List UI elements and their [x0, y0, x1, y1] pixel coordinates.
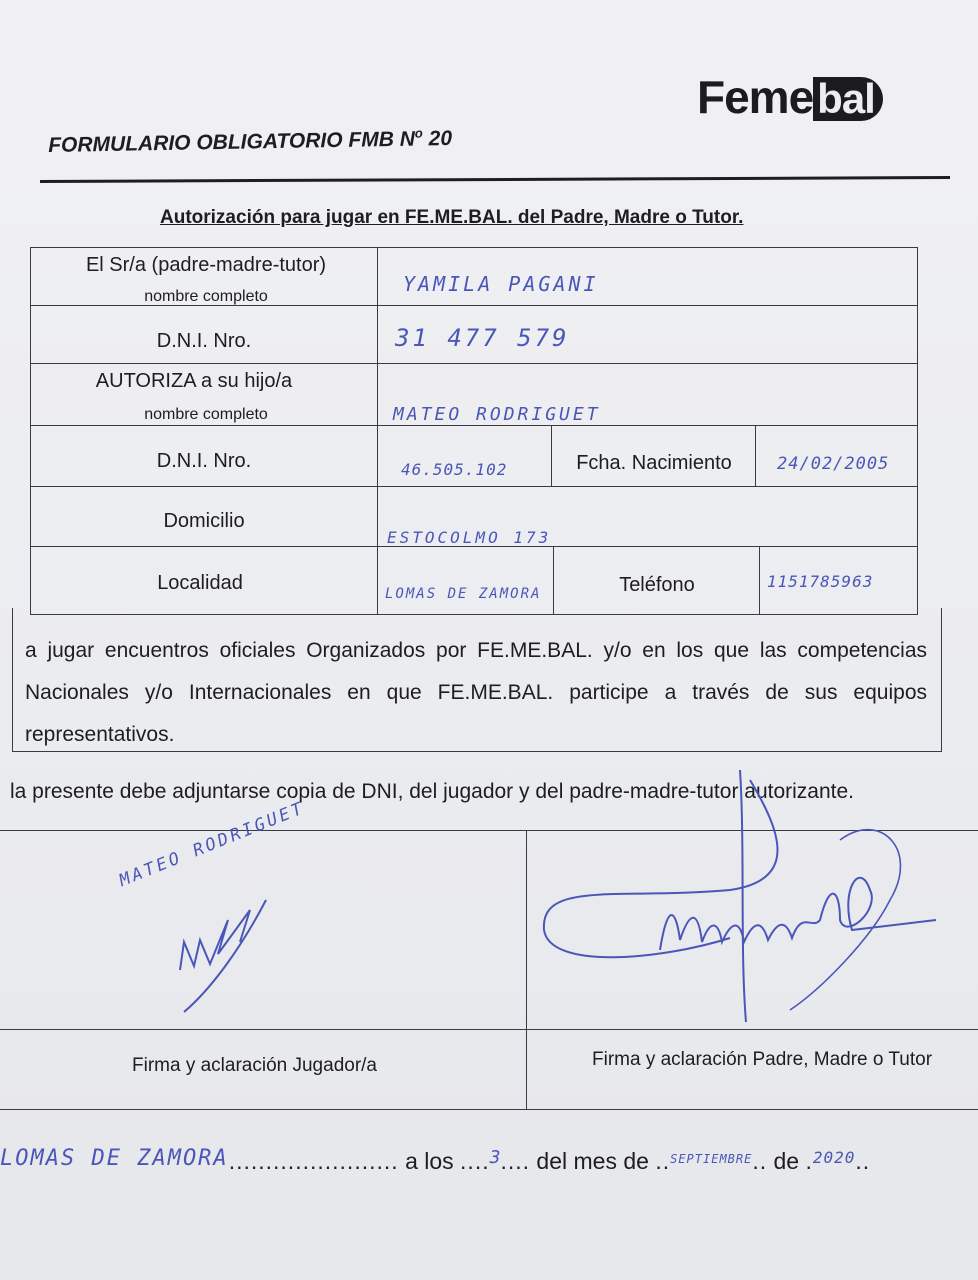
form-title-text: FORMULARIO OBLIGATORIO FMB N	[48, 127, 416, 157]
city-label: Localidad	[157, 572, 243, 594]
parent-sublabel: nombre completo	[144, 288, 268, 305]
grid-line	[759, 546, 760, 614]
data-grid	[30, 247, 918, 615]
player-signature-label: Firma y aclaración Jugador/a	[132, 1055, 377, 1076]
footer-line	[0, 1148, 870, 1175]
parent-label: El Sr/a (padre-madre-tutor)	[85, 254, 327, 276]
footer-de: de	[773, 1148, 800, 1174]
form-title-sup: o	[414, 125, 423, 141]
form-number: 20	[428, 126, 453, 151]
city-value: LOMAS DE ZAMORA	[385, 586, 542, 602]
child-dni-value: 46.505.102	[401, 460, 508, 479]
footer-year: 2020	[812, 1148, 856, 1167]
femebal-logo: Femebal	[697, 70, 883, 130]
birth-value: 24/02/2005	[777, 454, 890, 474]
footer-dots: ....	[460, 1148, 490, 1174]
grid-line	[553, 546, 554, 614]
parent-signature-label: Firma y aclaración Padre, Madre o Tutor	[592, 1049, 933, 1070]
birth-label: Fcha. Nacimiento	[576, 452, 732, 474]
parent-signature-icon	[540, 770, 960, 1030]
footer-day: 3	[489, 1147, 501, 1168]
attachment-note: la presente debe adjuntarse copia de DNI, del jugador y del padre-madre-tutor autorizante.	[10, 780, 855, 803]
footer-dots: ....	[500, 1148, 531, 1174]
footer-place: LOMAS DE ZAMORA	[0, 1146, 229, 1171]
player-aclaracion: MATEO RODRIGUET	[116, 798, 309, 891]
address-value: ESTOCOLMO 173	[387, 528, 552, 547]
grid-line	[551, 425, 552, 486]
footer-month: SEPTIEMBRE	[670, 1152, 753, 1166]
authorizes-label: AUTORIZA a su hijo/a	[95, 370, 293, 392]
footer-del-mes-de: del mes de	[536, 1148, 649, 1174]
player-signature-icon	[170, 880, 310, 1020]
child-name-value: MATEO RODRIGUET	[393, 404, 601, 425]
phone-value: 1151785963	[767, 572, 874, 591]
child-sublabel: nombre completo	[144, 406, 268, 423]
footer-dots: ..	[855, 1148, 871, 1174]
parent-dni-label: D.N.I. Nro.	[156, 330, 252, 352]
title-rule	[40, 176, 950, 183]
grid-line	[755, 425, 756, 486]
grid-line	[31, 486, 917, 487]
footer-dots: ..	[655, 1148, 671, 1174]
address-label: Domicilio	[163, 510, 245, 532]
grid-line	[31, 425, 917, 426]
authorization-paragraph: a jugar encuentros oficiales Organizados por FE.ME.BAL. y/o en los que las competencias Nacionales y/o Internacionales en que FE.ME.BAL. participe a través de sus equipos representativos.	[12, 608, 942, 752]
grid-line	[31, 363, 917, 364]
child-dni-label: D.N.I. Nro.	[156, 450, 252, 472]
footer-dots: .	[805, 1148, 813, 1174]
parent-name-value: YAMILA PAGANI	[403, 272, 599, 296]
parent-dni-value: 31 477 579	[395, 324, 570, 352]
footer-dots: ..	[752, 1148, 768, 1174]
footer-a-los: a los	[405, 1148, 454, 1174]
signature-divider	[526, 831, 527, 1109]
footer-dots: .......................	[228, 1148, 399, 1174]
form-subtitle: Autorización para jugar en FE.ME.BAL. del Padre, Madre o Tutor.	[160, 207, 744, 228]
phone-label: Teléfono	[619, 574, 695, 596]
grid-line	[377, 248, 378, 614]
form-title	[48, 125, 452, 158]
